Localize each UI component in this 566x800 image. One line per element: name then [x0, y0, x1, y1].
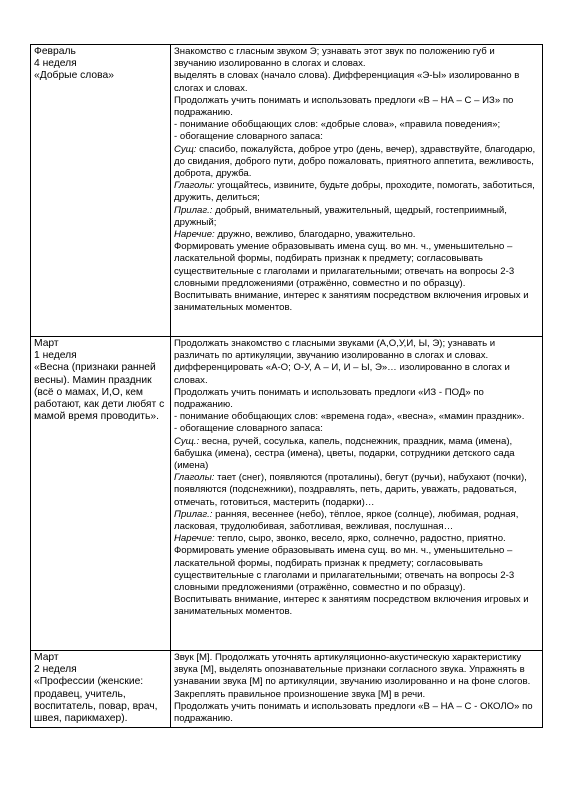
content-paragraph: Формировать умение образовывать имена сущ. во мн. ч., уменьшительно – ласкательной формы, подбирать признак к предмету; согласовывать существительные с глаголами и прилагательными; отвечать на вопросы 2-3 словными предложениями (отражённо, совместно и по образцу).: [174, 241, 515, 289]
content-cell: [171, 45, 543, 337]
vocab-nouns: [174, 436, 539, 473]
content-paragraph: Продолжать учить понимать и использовать предлоги «В – НА – С – ИЗ» по подражанию.: [174, 94, 514, 119]
week-label: 4 неделя: [34, 58, 77, 70]
period-cell: [31, 337, 171, 651]
month-label: Февраль: [34, 46, 76, 57]
month-label: Март: [34, 338, 59, 349]
content-paragraph: - понимание обобщающих слов: «времена года», «весна», «мамин праздник».: [174, 411, 525, 423]
vocab-keyword: Прилаг.:: [174, 508, 213, 520]
vocab-text: добрый, внимательный, уважительный, щедрый, гостеприимный, дружный;: [174, 204, 507, 228]
vocab-keyword: Сущ:: [174, 143, 197, 155]
vocab-keyword: Прилаг.:: [174, 204, 213, 216]
week-label: 2 неделя: [34, 664, 77, 676]
table-row: [31, 45, 543, 337]
content-cell: [171, 651, 543, 728]
week-label: 1 неделя: [34, 350, 77, 362]
vocab-verbs: [174, 180, 539, 204]
content-paragraph: - обогащение словарного запаса:: [174, 131, 323, 143]
theme-label: «Весна (признаки ранней весны). Мамин праздник (всё о мамах, И,О, кем работают, как дети любят с мамой время проводить».: [34, 362, 165, 423]
content-paragraph: Воспитывать внимание, интерес к занятиям посредством включения игровых и занимательных моментов.: [174, 290, 529, 314]
table-row: [31, 337, 543, 651]
vocab-keyword: Глаголы:: [174, 472, 215, 484]
month-label: Март: [34, 652, 59, 663]
vocab-text: весна, ручей, сосулька, капель, подснежник, праздник, мама (имена), бабушка (имена), сестра (имена), цветы, подарки, сотрудники детского сада (имена): [174, 435, 515, 472]
content-paragraph: - обогащение словарного запаса:: [174, 423, 323, 435]
vocab-text: тает (снег), появляются (проталины), бегут (ручьи), набухают (почки), появляются (подснежники), поздравлять, петь, дарить, уважать, радоваться, отмечать, готовиться, мастерить (подарки)…: [174, 472, 527, 508]
vocab-text: угощайтесь, извините, будьте добры, проходите, помогать, заботиться, дружить, делиться;: [174, 180, 535, 204]
vocab-text: дружно, вежливо, благодарно, уважительно.: [214, 229, 416, 241]
content-paragraph: - понимание обобщающих слов: «добрые слова», «правила поведения»;: [174, 119, 501, 131]
content-paragraph: Продолжать учить понимать и использовать предлоги «ИЗ - ПОД» по подражанию.: [174, 386, 484, 411]
lesson-plan-body: [31, 45, 543, 728]
content-cell: [171, 337, 543, 651]
vocab-keyword: Глаголы:: [174, 180, 215, 192]
vocab-nouns: [174, 144, 539, 181]
lesson-plan-table: [30, 44, 543, 728]
vocab-adjectives: [174, 205, 539, 229]
content-paragraph: Воспитывать внимание, интерес к занятиям посредством включения игровых и занимательных моментов.: [174, 594, 529, 618]
content-paragraph: Продолжать учить понимать и использовать предлоги «В – НА – С - ОКОЛО» по подражанию.: [174, 700, 533, 725]
content-paragraph: Звук [М]. Продолжать уточнять артикуляционно-акустическую характеристику звука [М], выделять опознавательные признаки согласного звука. Упражнять в узнавании звука [М] по артикуляции, звучанию изолированно и на фоне слогов. Закреплять правильное произношение звука [М] в речи.: [174, 652, 531, 700]
vocab-text: тепло, сыро, звонко, весело, ярко, солнечно, радостно, приятно.: [214, 533, 506, 545]
period-cell: [31, 651, 171, 728]
vocab-adverbs: [174, 229, 539, 241]
vocab-text: ранняя, весеннее (небо), тёплое, яркое (солнце), любимая, родная, ласковая, трудолюбивая, заботливая, вежливая, послушная…: [174, 508, 519, 533]
content-paragraph: Продолжать знакомство с гласными звуками (А,О,У,И, Ы, Э); узнавать и различать по артикуляции, звучанию изолированно в слогах и словах. дифференцировать «А-О; О-У, А – И, И – Ы, Э»… изолированно в слогах и словах.: [174, 338, 510, 386]
vocab-adjectives: [174, 509, 539, 533]
content-paragraph: выделять в словах (начало слова). Дифференциация «Э-Ы» изолированно в слогах и словах.: [174, 70, 520, 94]
vocab-keyword: Наречие:: [174, 229, 215, 241]
vocab-verbs: [174, 472, 539, 509]
content-paragraph: Формировать умение образовывать имена сущ. во мн. ч., уменьшительно – ласкательной формы, подбирать признак к предмету; согласовывать существительные с глаголами и прилагательными; отвечать на вопросы 2-3 словными предложениями (отражённо, совместно и по образцу).: [174, 545, 515, 594]
table-row: [31, 651, 543, 728]
theme-label: «Профессии (женские: продавец, учитель, воспитатель, повар, врач, швея, парикмахер).: [34, 676, 158, 725]
period-cell: [31, 45, 171, 337]
vocab-adverbs: [174, 533, 539, 545]
vocab-keyword: Сущ.:: [174, 435, 200, 447]
vocab-keyword: Наречие:: [174, 533, 215, 545]
content-paragraph: Знакомство с гласным звуком Э; узнавать этот звук по положению губ и звучанию изолированно в слогах и словах.: [174, 46, 495, 70]
vocab-text: спасибо, пожалуйста, доброе утро (день, вечер), здравствуйте, благодарю, до свидания, доброго пути, добро пожаловать, приятного аппетита, вежливость, доброта, дружба.: [174, 143, 536, 180]
theme-label: «Добрые слова»: [34, 70, 114, 82]
